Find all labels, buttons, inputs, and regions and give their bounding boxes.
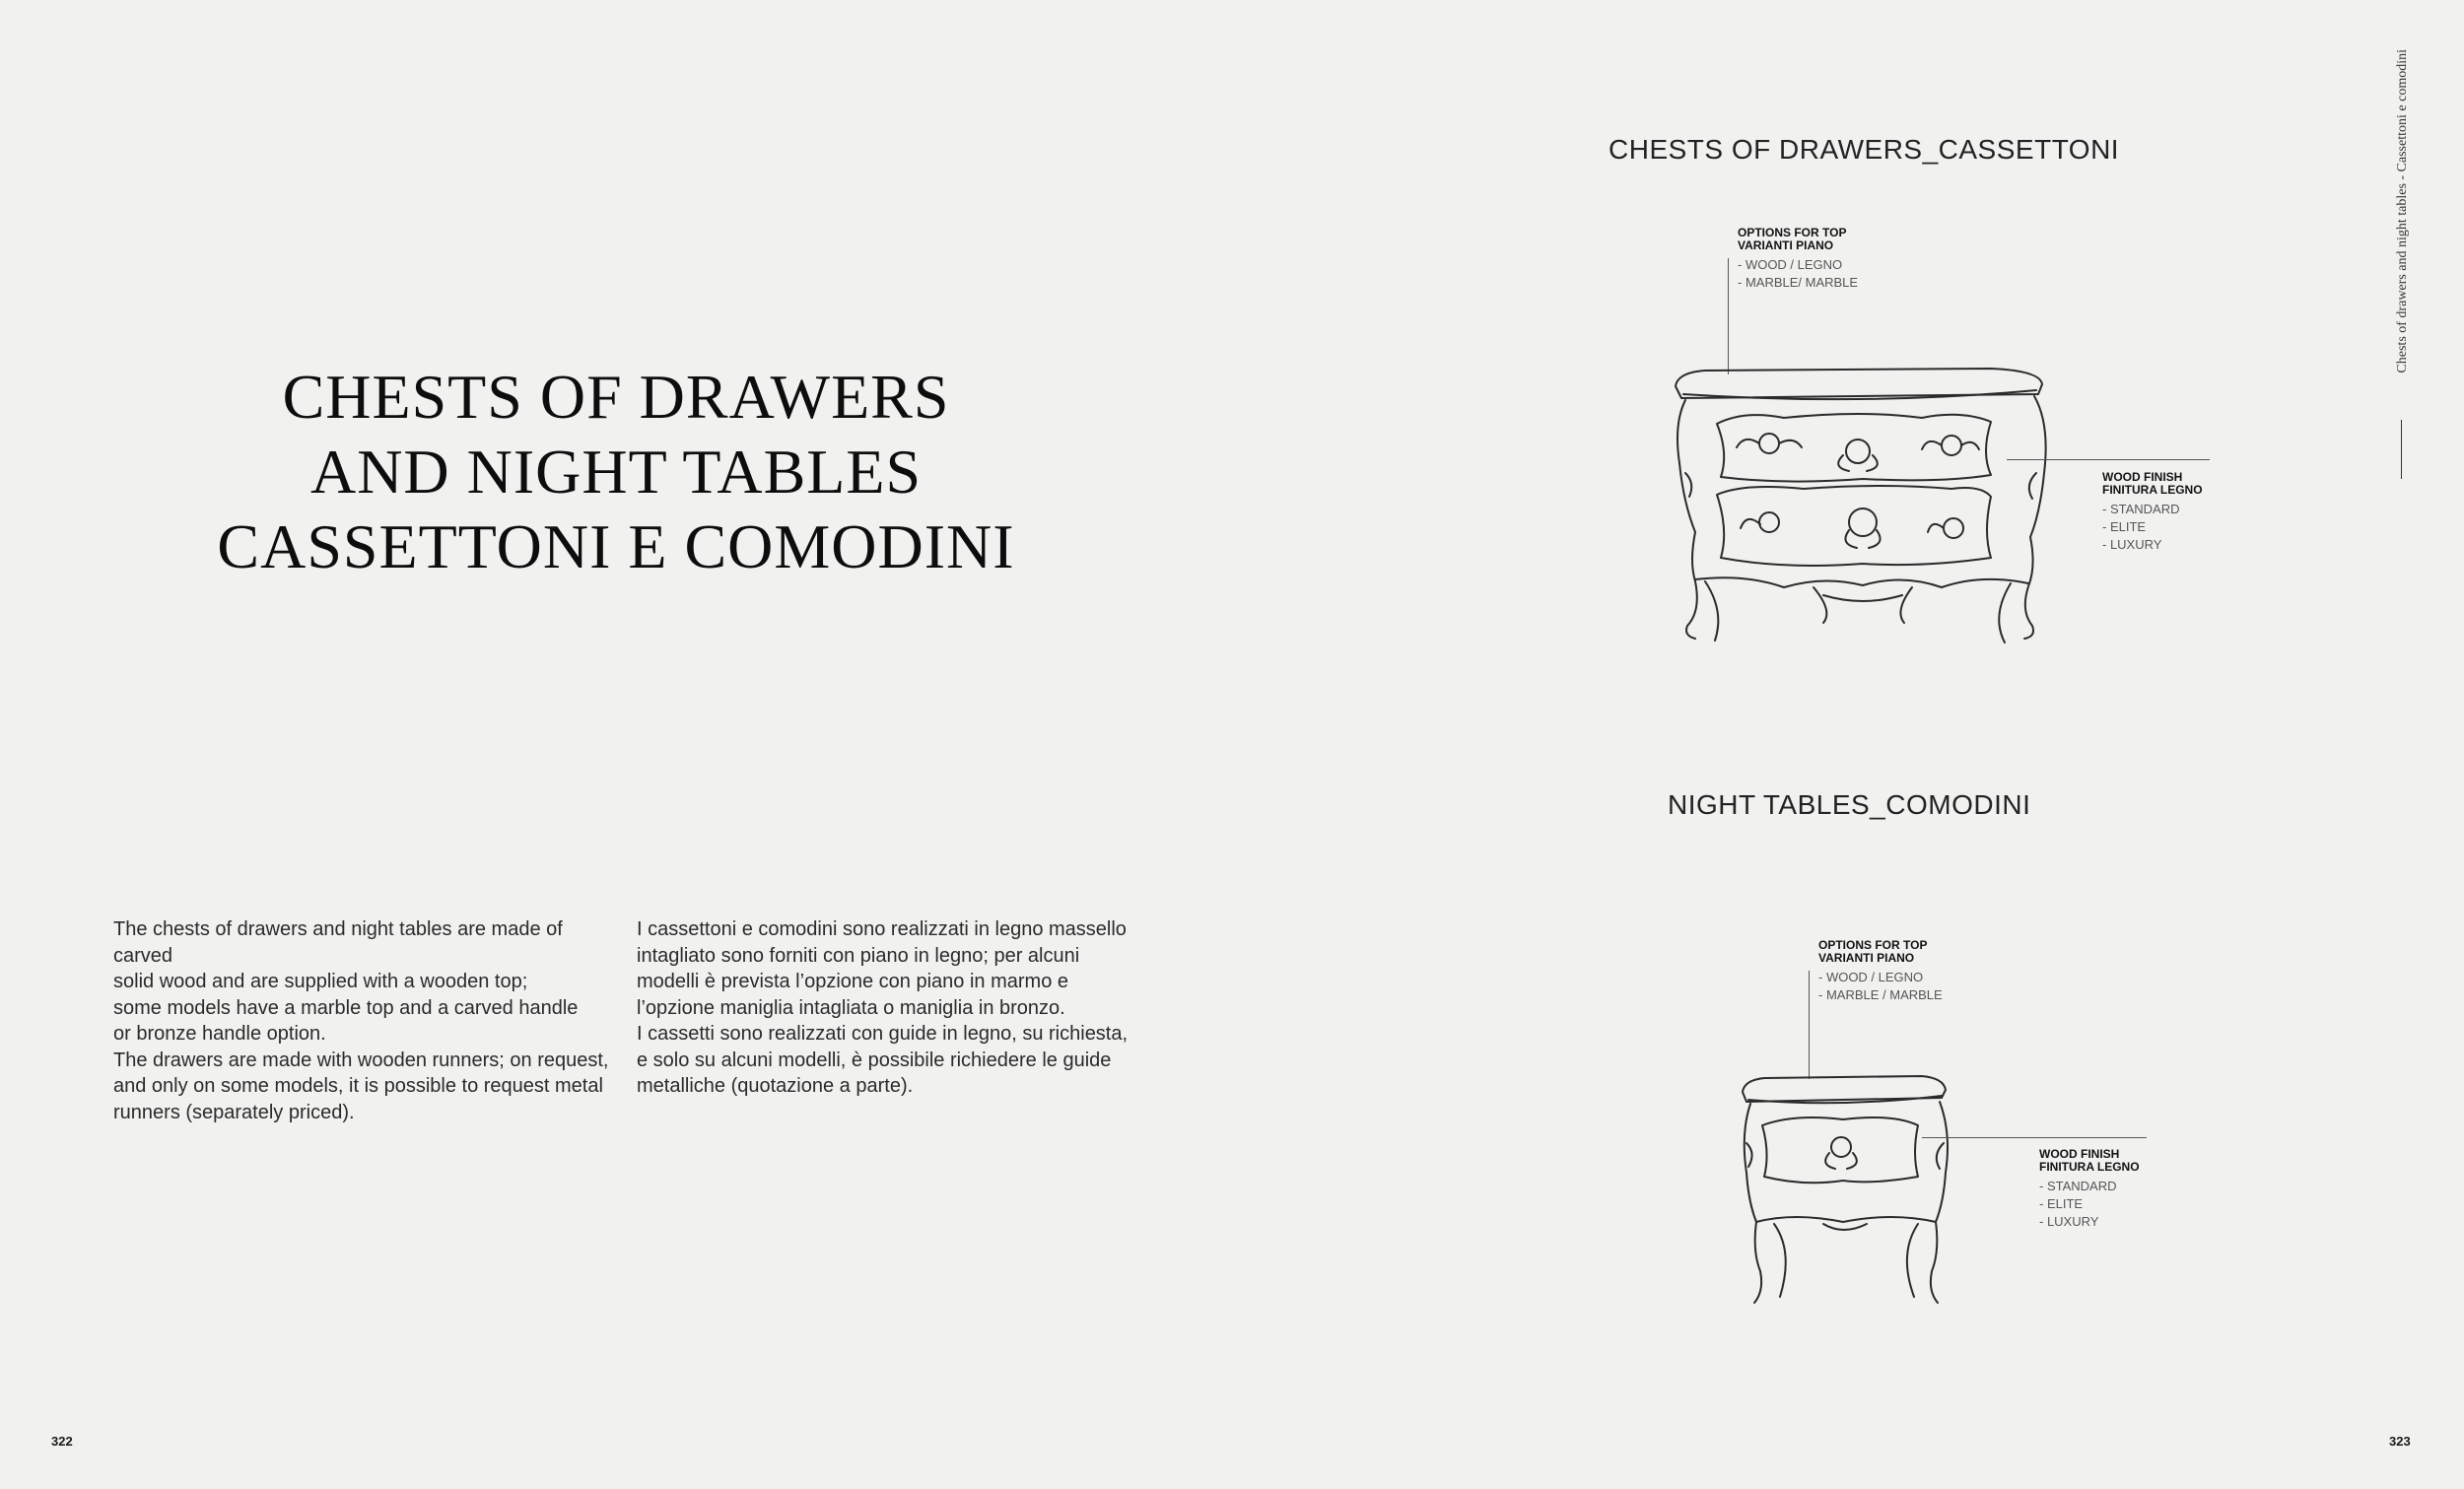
chest-finish-standard: - STANDARD <box>2102 502 2180 516</box>
main-title <box>118 360 1114 584</box>
night-table-top-option-marble: - MARBLE / MARBLE <box>1818 987 1943 1002</box>
main-title-line-2: AND NIGHT TABLES <box>309 437 923 507</box>
section-title-chests: CHESTS OF DRAWERS_CASSETTONI <box>1608 134 2120 165</box>
chest-top-option-wood: - WOOD / LEGNO <box>1738 257 1843 272</box>
chest-top-options-label: OPTIONS FOR TOP VARIANTI PIANO <box>1738 226 1847 252</box>
page-number-right: 323 <box>2389 1434 2411 1449</box>
night-table-finish-leader-line <box>1922 1137 2147 1138</box>
chest-top-options-list <box>1738 256 1858 292</box>
night-table-finish-standard: - STANDARD <box>2039 1179 2117 1193</box>
description-italian <box>637 916 1149 1100</box>
night-table-top-options-list <box>1818 969 1943 1004</box>
night-table-top-options-label: OPTIONS FOR TOP VARIANTI PIANO <box>1818 938 1928 965</box>
night-table-finish-luxury: - LUXURY <box>2039 1214 2099 1229</box>
chest-top-option-marble: - MARBLE/ MARBLE <box>1738 275 1859 290</box>
night-table-top-option-wood: - WOOD / LEGNO <box>1818 970 1924 984</box>
running-header-rule <box>2401 420 2402 479</box>
night-table-finish-label: WOOD FINISH FINITURA LEGNO <box>2039 1147 2140 1174</box>
night-table-top-leader-line <box>1809 971 1810 1079</box>
page-number-left: 322 <box>51 1434 73 1449</box>
running-header-text: Chests of drawers and night tables - Cassettoni e comodini <box>2395 49 2410 373</box>
chest-finish-luxury: - LUXURY <box>2102 537 2162 552</box>
chest-finish-leader-line <box>2007 459 2210 460</box>
section-title-night-tables: NIGHT TABLES_COMODINI <box>1668 789 2031 820</box>
description-italian-text: I cassettoni e comodini sono realizzati in legno massello intagliato sono forniti con piano in legno; per alcuni modelli è prevista l’opzione con piano in marmo e l’opzione maniglia intagliata o maniglia in bronzo. I cassetti sono realizzati con guide in legno, su richiesta, e solo su alcuni modelli, è possibile richiedere le guide metalliche (quotazione a parte). <box>637 918 1129 1097</box>
night-table-finish-elite: - ELITE <box>2039 1196 2084 1211</box>
chest-top-leader-line <box>1728 258 1729 374</box>
description-english <box>113 916 626 1125</box>
chest-finish-label: WOOD FINISH FINITURA LEGNO <box>2102 470 2203 497</box>
main-title-line-1: CHESTS OF DRAWERS <box>282 362 950 432</box>
chest-of-drawers-illustration <box>1666 365 2060 660</box>
chest-finish-list <box>2102 501 2179 554</box>
night-table-illustration <box>1735 1074 1961 1311</box>
main-title-line-3: CASSETTONI E COMODINI <box>217 511 1015 581</box>
chest-finish-elite: - ELITE <box>2102 519 2147 534</box>
night-table-finish-list <box>2039 1178 2116 1231</box>
description-english-text: The chests of drawers and night tables are made of carved solid wood and are supplied with a wooden top; some models have a marble top and a carved handle or bronze handle option. The drawers are made with wooden runners; on request, and only on some models, it is possible to request metal runners (separately priced). <box>113 918 609 1123</box>
running-header <box>2388 49 2418 483</box>
